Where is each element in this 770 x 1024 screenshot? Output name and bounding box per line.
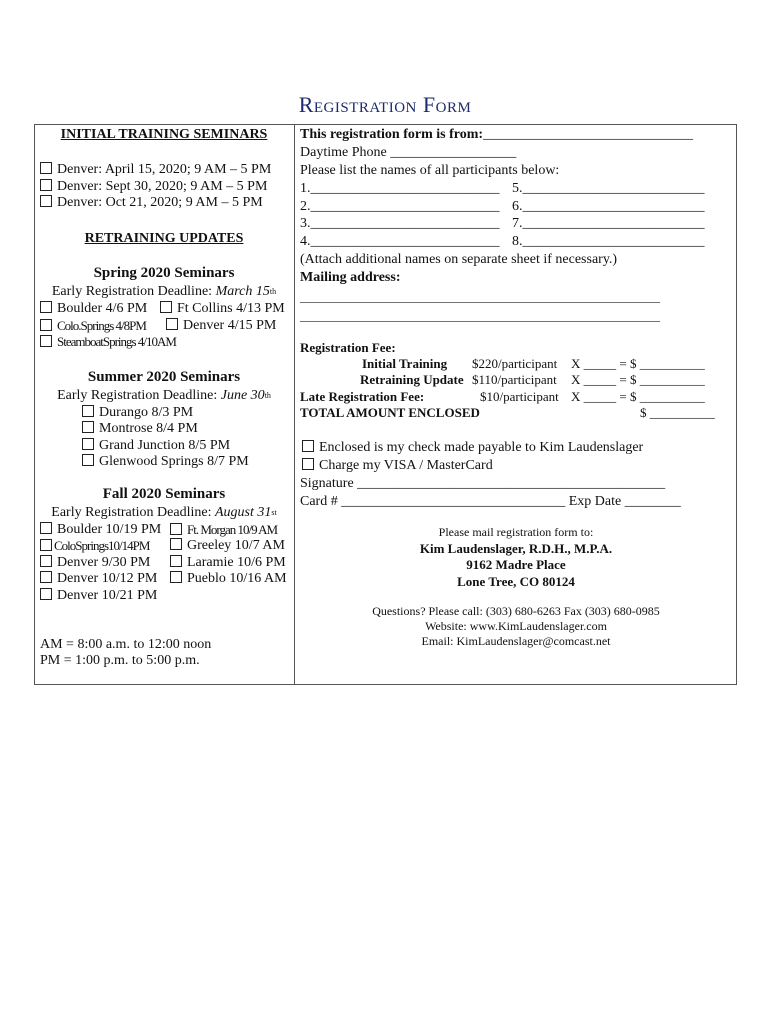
- total-field[interactable]: $ __________: [640, 405, 715, 420]
- spring-item[interactable]: Colo.Springs 4/8PM: [40, 317, 146, 335]
- checkbox-icon[interactable]: [40, 555, 52, 567]
- checkbox-icon[interactable]: [302, 458, 314, 470]
- fee-price: $110/participant: [472, 372, 557, 387]
- spring-heading: Spring 2020 Seminars: [93, 265, 235, 281]
- checkbox-icon[interactable]: [82, 405, 94, 417]
- checkbox-icon[interactable]: [160, 301, 172, 313]
- fall-item[interactable]: Denver 10/21 PM: [40, 587, 157, 604]
- checkbox-icon[interactable]: [302, 440, 314, 452]
- initial-heading: INITIAL TRAINING SEMINARS: [60, 127, 268, 142]
- fall-item[interactable]: Greeley 10/7 AM: [170, 537, 285, 554]
- participant-field[interactable]: 4.___________________________: [300, 234, 500, 249]
- participant-field[interactable]: 8.__________________________: [512, 234, 705, 249]
- checkbox-icon[interactable]: [40, 335, 52, 347]
- participants-prompt: Please list the names of all participants below:: [300, 163, 560, 178]
- mail-note: Please mail registration form to:: [438, 525, 594, 539]
- checkbox-icon[interactable]: [40, 162, 52, 174]
- fee-price: $220/participant: [472, 356, 558, 371]
- initial-item[interactable]: Denver: Sept 30, 2020; 9 AM – 5 PM: [40, 178, 267, 195]
- mail-street: 9162 Madre Place: [466, 557, 566, 572]
- initial-item[interactable]: Denver: Oct 21, 2020; 9 AM – 5 PM: [40, 194, 263, 211]
- fall-item[interactable]: Laramie 10/6 PM: [170, 554, 286, 571]
- checkbox-icon[interactable]: [166, 318, 178, 330]
- spring-deadline: Early Registration Deadline: March 15th: [51, 284, 277, 299]
- summer-item[interactable]: Durango 8/3 PM: [82, 404, 193, 421]
- am-note: AM = 8:00 a.m. to 12:00 noon: [40, 637, 212, 652]
- card-option[interactable]: Charge my VISA / MasterCard: [302, 457, 493, 474]
- checkbox-icon[interactable]: [40, 588, 52, 600]
- checkbox-icon[interactable]: [40, 522, 52, 534]
- checkbox-icon[interactable]: [82, 438, 94, 450]
- signature-field[interactable]: Signature ____________________________________________: [300, 476, 666, 491]
- spring-item[interactable]: SteamboatSprings 4/10AM: [40, 333, 176, 351]
- summer-heading: Summer 2020 Seminars: [87, 369, 241, 385]
- fee-label: Retraining Update: [360, 372, 464, 387]
- fall-item[interactable]: Denver 9/30 PM: [40, 554, 150, 571]
- fee-heading: Registration Fee:: [300, 340, 396, 355]
- spring-item[interactable]: Denver 4/15 PM: [166, 317, 276, 334]
- summer-deadline: Early Registration Deadline: June 30th: [57, 388, 271, 403]
- summer-item[interactable]: Grand Junction 8/5 PM: [82, 437, 230, 454]
- questions-line: Questions? Please call: (303) 680-6263 Fax (303) 680-0985: [372, 604, 660, 618]
- spring-item[interactable]: Boulder 4/6 PM: [40, 300, 147, 317]
- from-field[interactable]: This registration form is from:______________________________: [300, 127, 694, 142]
- phone-field[interactable]: Daytime Phone __________________: [300, 145, 517, 160]
- summer-item[interactable]: Glenwood Springs 8/7 PM: [82, 453, 249, 470]
- checkbox-icon[interactable]: [170, 571, 182, 583]
- participant-field[interactable]: 1.___________________________: [300, 181, 500, 196]
- checkbox-icon[interactable]: [40, 319, 52, 331]
- fee-calc[interactable]: X _____ = $ __________: [571, 389, 705, 404]
- checkbox-icon[interactable]: [40, 571, 52, 583]
- fee-calc[interactable]: X _____ = $ __________: [571, 356, 705, 371]
- initial-item[interactable]: Denver: April 15, 2020; 9 AM – 5 PM: [40, 161, 271, 178]
- fee-label: Initial Training: [362, 356, 448, 371]
- participant-field[interactable]: 3.___________________________: [300, 216, 500, 231]
- retraining-heading: RETRAINING UPDATES: [84, 231, 244, 246]
- participant-field[interactable]: 5.__________________________: [512, 181, 705, 196]
- checkbox-icon[interactable]: [40, 179, 52, 191]
- card-field[interactable]: Card # ________________________________ Exp Date ________: [300, 494, 681, 509]
- pm-note: PM = 1:00 p.m. to 5:00 p.m.: [40, 653, 200, 668]
- checkbox-icon[interactable]: [170, 538, 182, 550]
- checkbox-icon[interactable]: [40, 195, 52, 207]
- mailing-line[interactable]: ____________________________________________________________: [300, 290, 660, 304]
- fall-item[interactable]: Denver 10/12 PM: [40, 570, 157, 587]
- fee-label: Late Registration Fee:: [300, 389, 425, 404]
- website-link[interactable]: Website: www.KimLaudenslager.com: [425, 619, 607, 633]
- fall-item[interactable]: Pueblo 10/16 AM: [170, 570, 287, 587]
- fall-item[interactable]: Ft. Morgan 10/9 AM: [170, 521, 277, 539]
- checkbox-icon[interactable]: [170, 523, 182, 535]
- fall-heading: Fall 2020 Seminars: [102, 486, 226, 502]
- total-label: TOTAL AMOUNT ENCLOSED: [300, 405, 480, 420]
- checkbox-icon[interactable]: [40, 539, 52, 551]
- checkbox-icon[interactable]: [82, 421, 94, 433]
- mail-name: Kim Laudenslager, R.D.H., M.P.A.: [419, 541, 613, 556]
- mailing-line[interactable]: ____________________________________________________________: [300, 309, 660, 323]
- fee-price: $10/participant: [480, 389, 559, 404]
- column-divider: [294, 124, 295, 685]
- fee-calc[interactable]: X _____ = $ __________: [571, 372, 705, 387]
- fall-item[interactable]: Boulder 10/19 PM: [40, 521, 161, 538]
- spring-item[interactable]: Ft Collins 4/13 PM: [160, 300, 285, 317]
- mailing-label: Mailing address:: [300, 270, 401, 285]
- summer-item[interactable]: Montrose 8/4 PM: [82, 420, 198, 437]
- checkbox-icon[interactable]: [82, 454, 94, 466]
- participant-field[interactable]: 7.__________________________: [512, 216, 705, 231]
- mail-city: Lone Tree, CO 80124: [457, 574, 575, 589]
- fall-item[interactable]: ColoSprings10/14PM: [40, 537, 149, 555]
- checkbox-icon[interactable]: [40, 301, 52, 313]
- fall-deadline: Early Registration Deadline: August 31st: [51, 505, 277, 520]
- attach-note: (Attach additional names on separate sheet if necessary.): [300, 252, 618, 267]
- email-link[interactable]: Email: KimLaudenslager@comcast.net: [421, 634, 611, 648]
- participant-field[interactable]: 2.___________________________: [300, 199, 500, 214]
- checkbox-icon[interactable]: [170, 555, 182, 567]
- check-option[interactable]: Enclosed is my check made payable to Kim Laudenslager: [302, 439, 643, 456]
- participant-field[interactable]: 6.__________________________: [512, 199, 705, 214]
- page-title: Registration Form: [298, 92, 472, 117]
